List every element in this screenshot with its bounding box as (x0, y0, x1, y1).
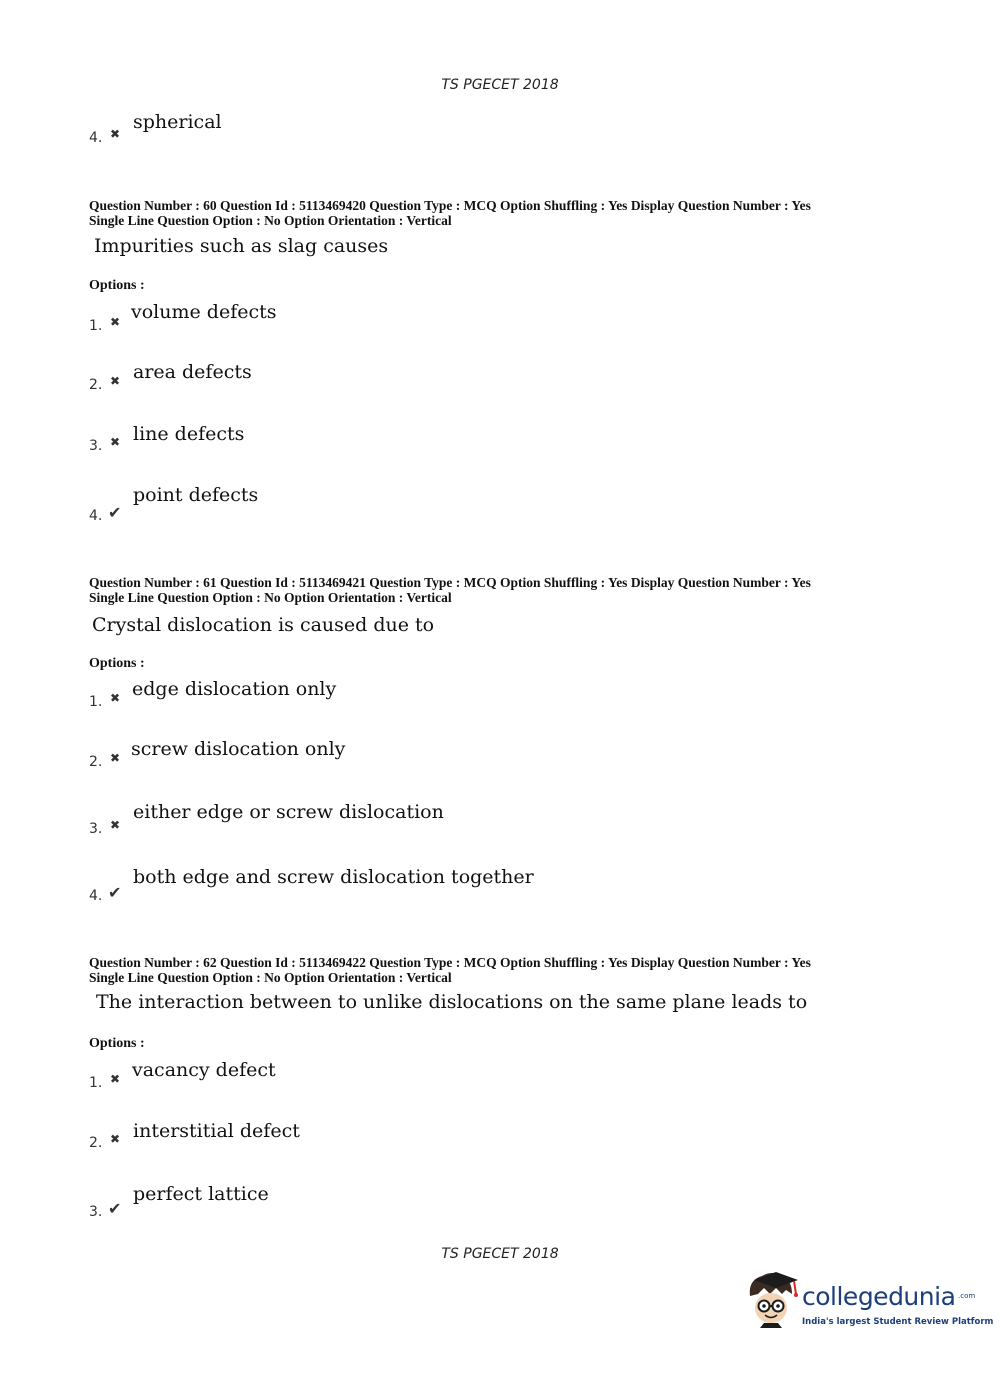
wrong-mark-icon: ✖ (110, 435, 121, 449)
correct-check-icon: ✔ (108, 883, 122, 902)
mascot-icon (742, 1268, 802, 1338)
option-number: 1. (89, 318, 103, 334)
option-number: 4. (89, 130, 103, 146)
option-text: volume defects (131, 301, 277, 323)
question-meta-line2: Single Line Question Option : No Option Orientation : Vertical (89, 590, 452, 605)
wrong-mark-icon: ✖ (110, 315, 121, 329)
options-label: Options : (89, 656, 145, 671)
wrong-mark-icon: ✖ (110, 818, 121, 832)
option-text: perfect lattice (133, 1183, 269, 1205)
option-number: 4. (89, 508, 103, 524)
correct-check-icon: ✔ (108, 1199, 122, 1218)
logo-wordmark: collegedunia (802, 1282, 956, 1311)
question-text: Crystal dislocation is caused due to (92, 614, 435, 636)
wrong-mark-icon: ✖ (110, 1072, 121, 1086)
option-text: either edge or screw dislocation (133, 801, 444, 823)
wrong-mark-icon: ✖ (110, 691, 121, 705)
option-text: spherical (133, 111, 222, 133)
option-number: 3. (89, 438, 103, 454)
question-text: Impurities such as slag causes (94, 235, 389, 257)
option-text: interstitial defect (133, 1120, 300, 1142)
option-text: edge dislocation only (132, 678, 337, 700)
option-text: point defects (133, 484, 259, 506)
collegedunia-logo (742, 1268, 994, 1338)
question-meta-line1: Question Number : 62 Question Id : 5113469422 Question Type : MCQ Option Shuffling : Yes Display Question Number : Yes (89, 955, 811, 970)
options-label: Options : (89, 278, 145, 293)
option-number: 2. (89, 754, 103, 770)
correct-check-icon: ✔ (108, 503, 122, 522)
question-meta-line2: Single Line Question Option : No Option Orientation : Vertical (89, 970, 452, 985)
wrong-mark-icon: ✖ (110, 1132, 121, 1146)
logo-tagline: India's largest Student Review Platform (802, 1317, 994, 1327)
option-number: 1. (89, 1075, 103, 1091)
option-number: 3. (89, 1204, 103, 1220)
option-text: line defects (133, 423, 245, 445)
wrong-mark-icon: ✖ (110, 127, 121, 141)
options-label: Options : (89, 1036, 145, 1051)
option-text: both edge and screw dislocation together (133, 866, 534, 888)
question-meta-line1: Question Number : 60 Question Id : 5113469420 Question Type : MCQ Option Shuffling : Yes Display Question Number : Yes (89, 198, 811, 213)
wrong-mark-icon: ✖ (110, 374, 121, 388)
option-text: area defects (133, 361, 252, 383)
option-number: 2. (89, 1135, 103, 1151)
question-meta-line2: Single Line Question Option : No Option Orientation : Vertical (89, 213, 452, 228)
question-text: The interaction between to unlike dislocations on the same plane leads to (96, 991, 808, 1013)
option-number: 1. (89, 694, 103, 710)
wrong-mark-icon: ✖ (110, 751, 121, 765)
option-number: 2. (89, 377, 103, 393)
running-header: TS PGECET 2018 (441, 77, 559, 93)
logo-suffix: .com (958, 1292, 976, 1300)
option-number: 3. (89, 821, 103, 837)
option-text: vacancy defect (132, 1059, 276, 1081)
running-footer: TS PGECET 2018 (441, 1246, 559, 1262)
option-text: screw dislocation only (131, 738, 346, 760)
question-meta-line1: Question Number : 61 Question Id : 5113469421 Question Type : MCQ Option Shuffling : Yes Display Question Number : Yes (89, 575, 811, 590)
option-number: 4. (89, 888, 103, 904)
